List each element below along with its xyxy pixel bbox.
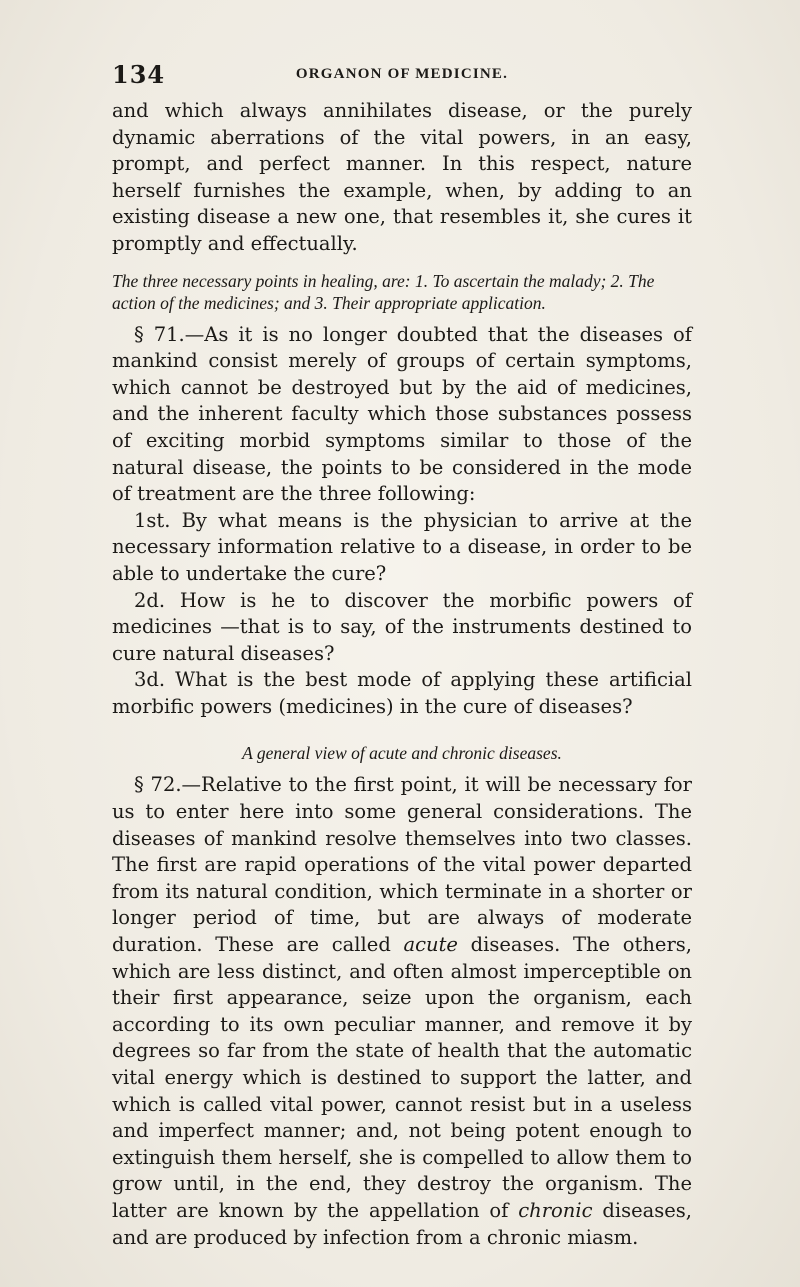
running-header: [112, 60, 692, 90]
section-heading-general-view: A general view of acute and chronic diseases.: [242, 743, 562, 764]
paragraph-section-72: [112, 772, 692, 1251]
term-acute: acute: [403, 933, 458, 957]
section-heading-three-points: The three necessary points in healing, are: 1. To ascertain the malady; 2. The action of the medicines; and 3. Their appropriate application.: [112, 270, 655, 313]
s72-text-c: diseases, and are produced by infection from a chronic miasm.: [112, 1198, 692, 1249]
page-body: [112, 98, 692, 1251]
s72-text-a: § 72.—Relative to the first point, it will be necessary for us to enter here into some general considerations. The diseases of mankind resolve themselves into two classes. The first are rapid operations of the vital power departed from its natural condition, which terminate in a shorter or longer period of time, but are always of moderate duration. These are called: [112, 773, 692, 957]
paragraph-question-3: 3d. What is the best mode of applying these artificial morbific powers (medicines) in the cure of diseases?: [112, 668, 692, 718]
s72-text-b: diseases. The others, which are less distinct, and often almost imperceptible on their first appearance, seize upon the organism, each according to its own peculiar manner, and remove it by degrees so far from the state of health that the automatic vital energy which is destined to support the latter, and which is called vital power, cannot resist but in a useless and imperfect manner; and, not being potent enough to extinguish them herself, she is compelled to allow them to grow until, in the end, they destroy the organism. The latter are known by the appellation of: [112, 933, 692, 1222]
paragraph-continuation: and which always annihilates disease, or the purely dynamic aberrations of the vital powers, in an easy, prompt, and perfect manner. In this respect, nature herself furnishes the example, when, by adding to an existing disease a new one, that resembles it, she cures it promptly and effectually.: [112, 99, 692, 255]
paragraph-question-2: 2d. How is he to discover the morbific powers of medicines —that is to say, of the instruments destined to cure natural diseases?: [112, 588, 692, 665]
page-number: 134: [112, 60, 166, 89]
paragraph-section-71: § 71.—As it is no longer doubted that the diseases of mankind consist merely of groups of certain symptoms, which cannot be destroyed but by the aid of medicines, and the inherent faculty which those substances possess of exciting morbid symptoms similar to those of the natural disease, the points to be considered in the mode of treatment are the three following:: [112, 322, 692, 506]
paragraph-question-1: 1st. By what means is the physician to arrive at the necessary information relative to a disease, in order to be able to undertake the cure?: [112, 508, 692, 585]
term-chronic: chronic: [518, 1198, 593, 1222]
running-title: ORGANON OF MEDICINE.: [295, 66, 509, 82]
